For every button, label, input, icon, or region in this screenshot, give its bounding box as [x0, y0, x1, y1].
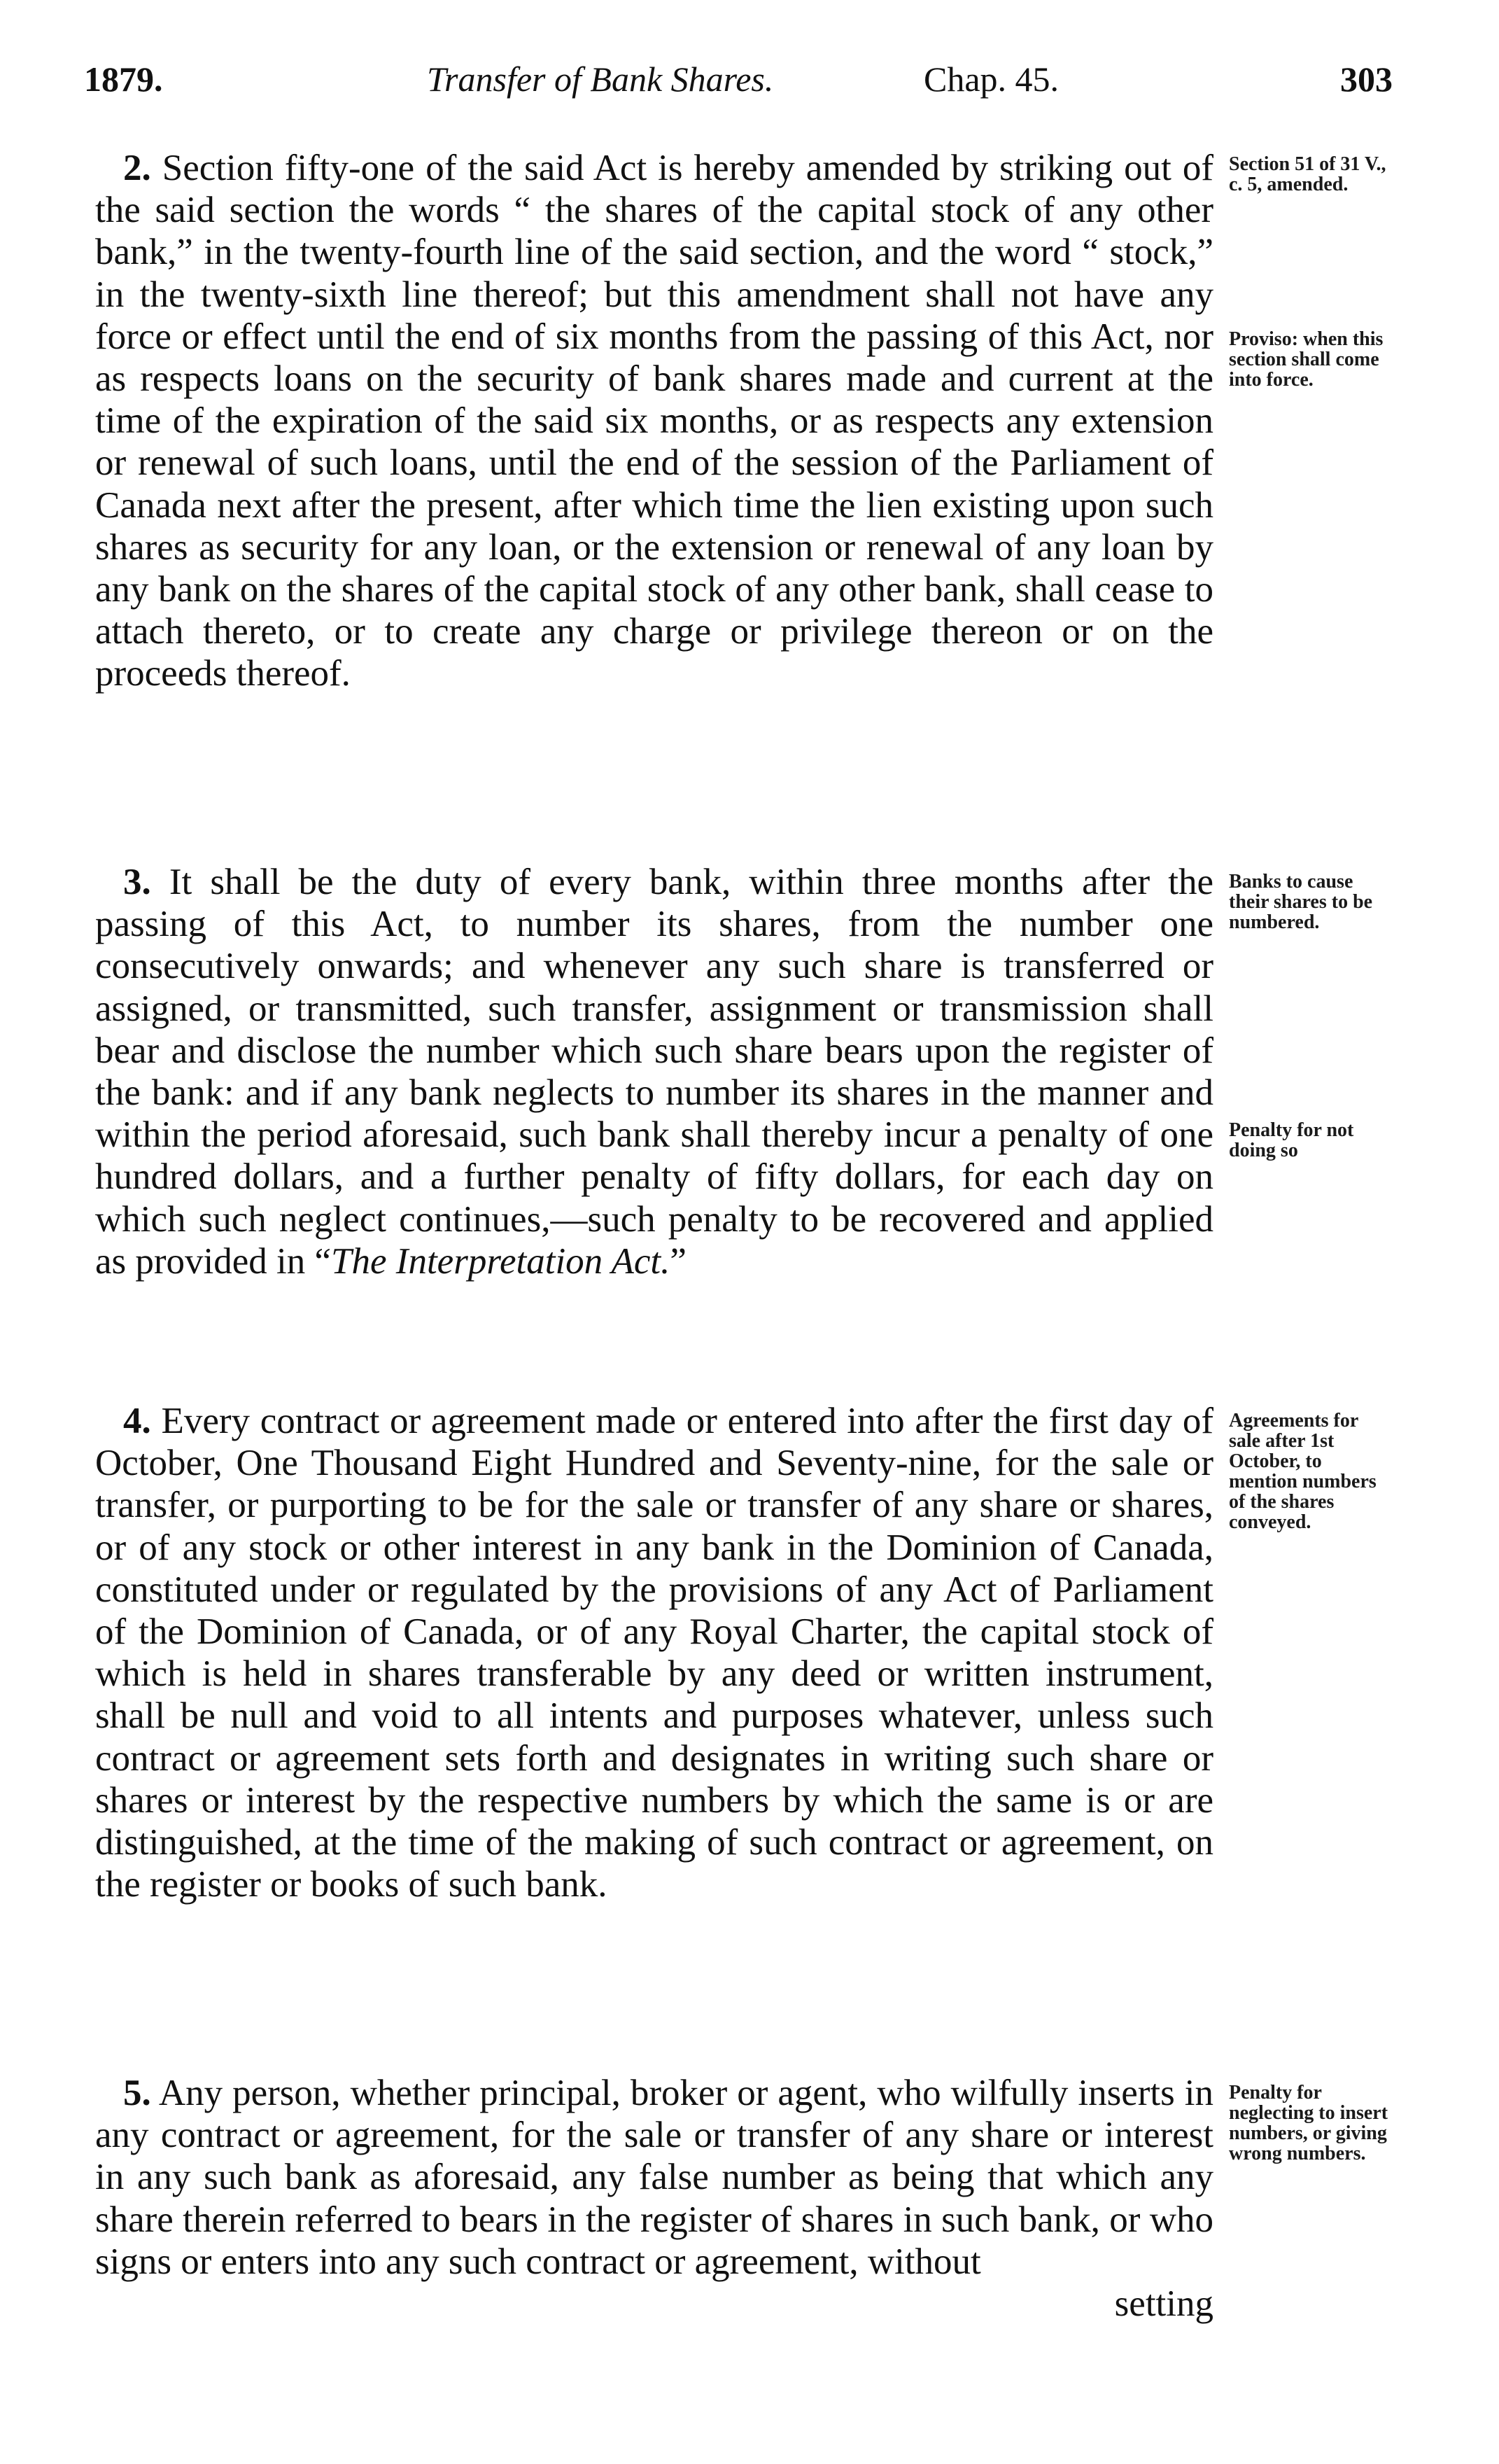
section-3-number: 3. — [123, 862, 151, 902]
section-5 — [95, 2072, 1213, 2325]
section-3-closing-quote: ” — [670, 1240, 687, 1282]
section-3 — [95, 861, 1213, 1282]
section-5-text: Any person, whether principal, broker or agent, who wilfully inserts in any contract or agreement, for the sale or transfer of any share or interest in any such bank as aforesaid, any false number as being that which any share therein referred to bears in the register of shares in such bank, or who signs or enters into any such contract or agreement, without — [95, 2073, 1213, 2282]
margin-note-section-4-agreements: Agreements for sale after 1st October, to mention numbers of the shares conveyed. — [1229, 1410, 1377, 1533]
section-4-number: 4. — [123, 1401, 151, 1441]
section-3-text: It shall be the duty of every bank, within three months after the passing of this Act, to number its shares, from the number one consecutively onwards; and whenever any such share is transferred or assigned, or transmitted, such transfer, assignment or transmission shall bear and disclose the number which such share bears upon the register of the bank: and if any bank neglects to number its shares in the manner and within the period aforesaid, such bank shall thereby incur a penalty of one hundred dollars, and a further penalty of fifty dollars, for each day on which such neglect continues,—such penalty to be recovered and applied as provided in “ — [95, 862, 1213, 1282]
running-head — [84, 55, 1393, 104]
section-2-body — [95, 147, 1213, 695]
section-4-body — [95, 1400, 1213, 1905]
margin-note-section-5-penalty: Penalty for neglecting to insert numbers, or giving wrong numbers. — [1229, 2082, 1388, 2164]
section-2-text: Section fifty-one of the said Act is hereby amended by striking out of the said section the words “ the shares of the capital stock of any other bank,” in the twenty-fourth line of the said section, and the word “ stock,” in the twenty-sixth line thereof; but this amendment shall not have any force or effect until the end of six months from the passing of this Act, nor as respects loans on the security of bank shares made and current at the time of the expiration of the said six months, or as respects any extension or renewal of such loans, until the end of the session of the Parliament of Canada next after the present, after which time the lien existing upon such shares as security for any loan, or the extension or renewal of any loan by any bank on the shares of the capital stock of any other bank, shall cease to attach thereto, or to create any charge or privilege thereon or on the proceeds thereof. — [95, 148, 1213, 694]
page-number: 303 — [1340, 59, 1393, 99]
section-4 — [95, 1400, 1213, 1905]
section-5-body — [95, 2072, 1213, 2283]
header-title: Transfer of Bank Shares. — [427, 59, 774, 99]
header-year: 1879. — [84, 59, 163, 99]
section-2 — [95, 147, 1213, 695]
margin-note-section-2-amended: Section 51 of 31 V., c. 5, amended. — [1229, 153, 1386, 195]
section-3-body — [95, 861, 1213, 1282]
section-5-number: 5. — [123, 2073, 151, 2113]
margin-note-section-3-penalty: Penalty for not doing so — [1229, 1119, 1354, 1161]
margin-note-section-3-numbering: Banks to cause their shares to be numbered. — [1229, 871, 1373, 933]
interpretation-act-title: The Interpretation Act. — [331, 1240, 670, 1282]
catchword: setting — [1114, 2283, 1213, 2325]
header-chapter: Chap. 45. — [924, 59, 1060, 99]
margin-note-section-2-proviso: Proviso: when this section shall come into force. — [1229, 328, 1384, 391]
section-2-number: 2. — [123, 148, 151, 188]
section-4-text: Every contract or agreement made or entered into after the first day of October, One Thousand Eight Hundred and Seventy-nine, for the sale or transfer, or purporting to be for the sale or transfer of any share or shares, or of any stock or other interest in any bank in the Dominion of Canada, constituted under or regulated by the provisions of any Act of Parliament of the Dominion of Canada, or of any Royal Charter, the capital stock of which is held in shares transferable by any deed or written instrument, shall be null and void to all intents and purposes whatever, unless such contract or agreement sets forth and designates in writing such share or shares or interest by the respective numbers by which the same is or are distinguished, at the time of the making of such contract or agreement, on the register or books of such bank. — [95, 1401, 1213, 1905]
